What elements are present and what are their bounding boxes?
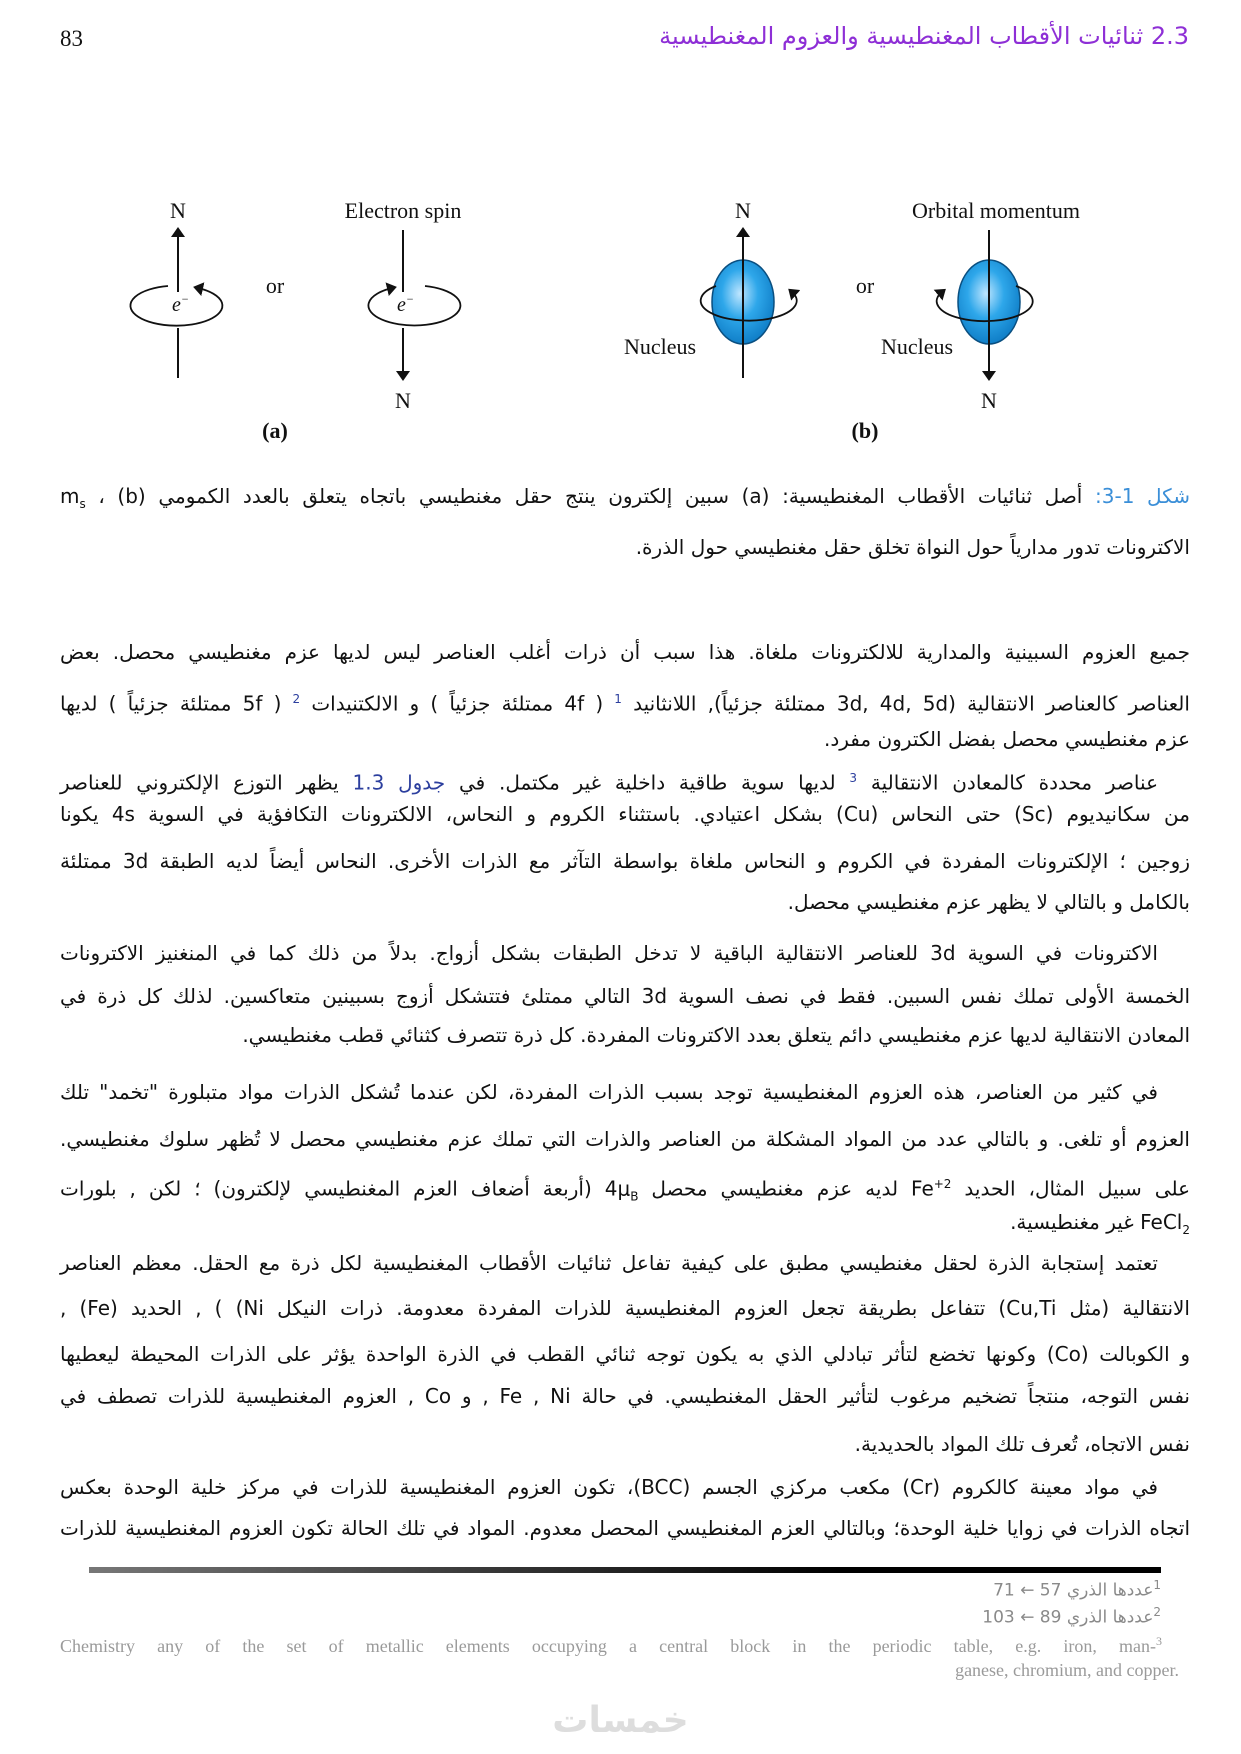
text-run: و الكوبالت (Co) وكونها تخضع لتأثر تبادلي الذي به يكون توجه ثنائي القطب في الذرة الواحدة يؤثر على الذرات المحيطة ليعطيها — [60, 1342, 1190, 1366]
paragraph-line — [60, 1248, 1158, 1278]
text-run: +2 — [933, 1177, 952, 1191]
text-run: في مواد معينة كالكروم (Cr) مكعب مركزي الجسم (BCC)، تكون العزوم المغنطيسية للذرات في مركز خلية الوحدة بعكس — [60, 1475, 1158, 1499]
text-run: اتجاه الذرات في زوايا خلية الوحدة؛ وبالتالي العزم المغنطيسي المحصل معدوم. المواد في تلك الحالة تكون العزوم المغنطيسية للذرات — [60, 1516, 1190, 1540]
spin-loop-icon — [368, 286, 460, 325]
panel-label-a: (a) — [262, 418, 288, 443]
text-run: من سكانيديوم (Sc) حتى النحاس (Cu) بشكل اعتيادي. باستثناء الكروم و النحاس، الالكترونات التكافؤية في السوية 4s يكونا — [60, 802, 1190, 826]
text-run: لديه عزم مغنطيسي محصل 4μ — [604, 1176, 912, 1201]
north-label: N — [395, 388, 411, 413]
text-run: غير مغنطيسية. — [1010, 1210, 1141, 1234]
text-run: ( 5f ممتلئة جزئياً ) لديها — [60, 691, 293, 716]
text-run: نفس التوجه، منتجاً تضخيم مرغوب لتأثير الحقل المغنطيسي. في حالة Fe , Ni , و Co , العزوم المغنطيسية للذرات تصطف في — [60, 1384, 1191, 1408]
paragraph-line — [60, 684, 1190, 719]
text-run: يظهر التوزع الإلكتروني للعناصر — [60, 770, 353, 795]
table-link[interactable]: جدول 1.3 — [352, 770, 446, 795]
nucleus-label: Nucleus — [623, 334, 697, 359]
text-run: في كثير من العناصر، هذه العزوم المغنطيسية توجد بسبب الذرات المفردة، لكن عندما تُشكل الذرات مواد متبلورة "تخمد" تلك — [60, 1080, 1158, 1104]
paragraph-line — [60, 1472, 1158, 1502]
footnote-1: $^1$عددها الذري 57 ← 71 — [993, 1578, 1161, 1601]
text-run: الاكترونات في السوية 3d للعناصر الانتقالية الباقية لا تدخل الطبقات بشكل أزواج. بدلاً من ذلك كما في المنغنيز الاكترونات — [60, 941, 1158, 965]
paragraph-line — [60, 799, 1190, 829]
footnote-2: $^2$عددها الذري 89 ← 103 — [982, 1605, 1161, 1628]
footnote-3: Chemistry any of the set of metallic elements occupying a central block in the periodic table, e.g. iron, man-$^3$ — [60, 1634, 1162, 1656]
text-run: نفس الاتجاه، تُعرف تلك المواد بالحديدية. — [854, 1432, 1190, 1456]
paragraph-line — [60, 1077, 1158, 1107]
paragraph-line — [60, 1513, 1190, 1543]
footnote-3-continued: ganese, chromium, and copper. — [955, 1660, 1179, 1680]
figure-label: شكل 1-3: — [1094, 484, 1190, 508]
north-label: N — [981, 388, 997, 413]
paragraph-line — [60, 981, 1190, 1011]
text-run: بالكامل و بالتالي لا يظهر عزم مغنطيسي محصل. — [787, 890, 1190, 914]
electron-symbol: e− — [172, 292, 189, 316]
nucleus-label: Nucleus — [880, 334, 954, 359]
page-number: 83 — [60, 26, 83, 51]
north-label: N — [170, 198, 186, 223]
text-run: 2 — [1182, 1223, 1190, 1237]
text-run: 3 — [849, 771, 858, 785]
text-run: المعادن الانتقالية لديها عزم مغنطيسي دائم يتعلق بعدد الاكترونات المفردة. كل ذرة تتصرف كثنائي قطب مغنطيسي. — [242, 1023, 1190, 1047]
paragraph-line — [60, 1293, 1190, 1323]
text-run: تعتمد إستجابة الذرة لحقل مغنطيسي مطبق على كيفية تفاعل ثنائيات الأقطاب المغنطيسية لكل ذرة مع الحقل. معظم العناصر — [60, 1251, 1158, 1275]
paragraph-line — [60, 637, 1190, 667]
text-run: (أربعة أضعاف العزم المغنطيسي لإلكترون) ؛ لكن , بلورات — [60, 1176, 605, 1201]
text-run: ، (b) — [85, 484, 146, 508]
north-label: N — [735, 198, 751, 223]
text-run: جميع العزوم السبينية والمدارية للالكترونات ملغاة. هذا سبب أن ذرات أغلب العناصر ليس لديها عزم مغنطيسي محصل. بعض — [60, 640, 1190, 664]
orbital-momentum-label: Orbital momentum — [911, 198, 1081, 223]
watermark-logo: خمسات — [552, 1700, 689, 1741]
text-run: زوجين ؛ الإلكترونات المفردة في الكروم و النحاس ملغاة بواسطة التآثر مع الذرات الأخرى. النحاس أيضاً لديه الطبقة 3d ممتلئة — [60, 849, 1190, 873]
electron-spin-label: Electron spin — [344, 198, 462, 223]
text-run: FeCl — [1140, 1210, 1183, 1234]
or-label: or — [265, 273, 285, 298]
caption-line — [60, 481, 1190, 519]
text-run: s — [79, 497, 86, 511]
paragraph-line — [60, 1124, 1190, 1154]
paragraph-line — [60, 1207, 1190, 1245]
text-run: الخمسة الأولى تملك نفس السبين. فقط في نصف السوية 3d التالي ممتلئ فتتشكل أزوج بسبينين متعاكسين. لذلك كل ذرة في — [60, 984, 1190, 1008]
paragraph-line — [60, 1429, 1190, 1459]
paragraph-line — [60, 938, 1158, 968]
text-run: العناصر كالعناصر الانتقالية (3d, 4d, 5d ممتلئة جزئياً), اللانثانيد — [621, 691, 1190, 716]
panel-label-b: (b) — [851, 418, 879, 443]
paragraph-line — [60, 887, 1190, 917]
paragraph-line — [60, 1339, 1190, 1369]
text-run: على سبيل المثال، الحديد Fe — [911, 1176, 1191, 1201]
text-run: عزم مغنطيسي محصل بفضل الكترون مفرد. — [823, 727, 1190, 751]
text-run: ( 4f ممتلئة جزئياً ) و الالكتنيدات — [300, 691, 615, 716]
paragraph-line — [60, 724, 1190, 754]
text-run: عناصر محددة كالمعادن الانتقالية — [857, 770, 1158, 795]
text-run: العزوم أو تلغى. و بالتالي عدد من المواد المشكلة من العناصر والذرات التي تملك عزم مغنطيسي محصل لا تُظهر سلوك مغنطيسي. — [60, 1127, 1190, 1151]
text-run: 2 — [292, 692, 301, 706]
or-label: or — [855, 273, 875, 298]
text-run: m — [60, 484, 80, 508]
text-run: B — [630, 1189, 639, 1204]
running-title: 2.3 ثنائيات الأقطاب المغنطيسية والعزوم المغنطيسية — [659, 22, 1189, 50]
paragraph-line — [60, 1381, 1190, 1411]
text-run: أصل ثنائيات الأقطاب المغنطيسية: (a) سبين إلكترون ينتج حقل مغنطيسي باتجاه يتعلق بالعدد الكمومي — [145, 484, 1095, 508]
text-run: الاكترونات تدور مدارياً حول النواة تخلق حقل مغنطيسي حول الذرة. — [635, 535, 1190, 559]
text-run: لديها سوية طاقية داخلية غير مكتمل. في — [445, 770, 850, 795]
text-run: الانتقالية (مثل Cu,Ti) تتفاعل بطريقة تجعل العزوم المغنطيسية للذرات المفردة معدومة. ذرات النيكل Ni) ) , الحديد (Fe) , — [60, 1296, 1190, 1320]
text-run: 1 — [614, 692, 622, 706]
caption-line — [60, 532, 1190, 562]
electron-symbol: e− — [397, 292, 414, 316]
paragraph-line — [60, 763, 1158, 798]
footnote-divider — [89, 1567, 1161, 1573]
paragraph-line — [60, 1020, 1190, 1050]
paragraph-line — [60, 1169, 1190, 1212]
paragraph-line — [60, 846, 1190, 876]
magnetic-dipole-figure — [0, 180, 1241, 460]
